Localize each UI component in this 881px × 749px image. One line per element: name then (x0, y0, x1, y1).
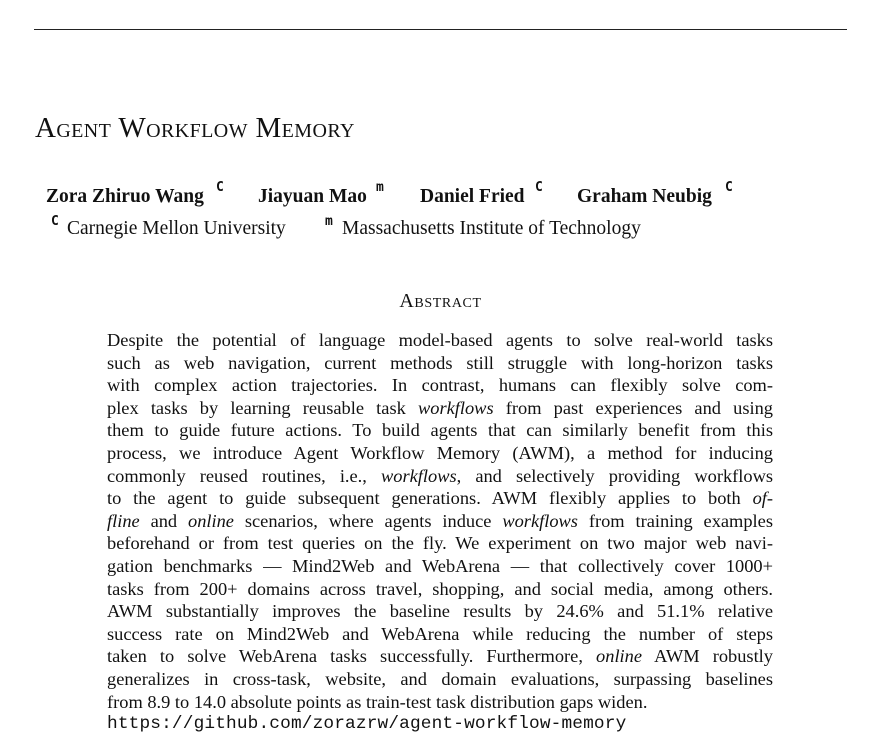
author-name: Graham Neubig (577, 186, 712, 207)
abstract-line: fline and online scenarios, where agents induce workflows from training examples (107, 510, 773, 531)
affiliation-symbol: C (725, 180, 733, 195)
abstract-line: generalizes in cross-task, website, and domain evaluations, surpassing baselines (107, 668, 773, 689)
abstract-line: commonly reused routines, i.e., workflows, and selectively providing workflows (107, 465, 774, 486)
abstract-line: plex tasks by learning reusable task workflows from past experiences and using (107, 397, 773, 418)
author-name: Jiayuan Mao (258, 186, 367, 207)
top-rule (34, 29, 847, 30)
affiliation-symbol: m (376, 180, 384, 195)
affiliation-symbol: m (325, 214, 333, 229)
abstract-line: to the agent to guide subsequent generations. AWM flexibly applies to both of- (107, 488, 773, 509)
abstract-line: with complex action trajectories. In contrast, humans can flexibly solve com- (107, 375, 773, 396)
abstract-line: success rate on Mind2Web and WebArena while reducing the number of steps (107, 623, 773, 644)
abstract-heading: Abstract (399, 290, 482, 312)
abstract-line: from 8.9 to 14.0 absolute points as train-test task distribution gaps widen. (107, 691, 648, 712)
paper-title: Agent Workflow Memory (35, 112, 355, 144)
affiliation-name: Carnegie Mellon University (67, 218, 286, 239)
affiliation-symbol: C (51, 214, 59, 229)
abstract-body (107, 329, 773, 736)
affiliation-symbol: C (216, 180, 224, 195)
abstract-line: tasks from 200+ domains across travel, shopping, and social media, among others. (107, 578, 773, 599)
author-name: Zora Zhiruo Wang (46, 186, 204, 207)
abstract-line: such as web navigation, current methods still struggle with long-horizon tasks (107, 352, 773, 373)
abstract-line: AWM substantially improves the baseline results by 24.6% and 51.1% relative (107, 601, 773, 622)
abstract-line: beforehand or from test queries on the fly. We experiment on two major web navi- (107, 533, 773, 554)
affiliation-symbol: C (535, 180, 543, 195)
author-name: Daniel Fried (420, 186, 525, 207)
abstract-line: gation benchmarks — Mind2Web and WebArena — that collectively cover 1000+ (107, 555, 773, 576)
abstract-line: taken to solve WebArena tasks successfully. Furthermore, online AWM robustly (107, 646, 773, 667)
abstract-line: them to guide future actions. To build agents that can similarly benefit from this (107, 420, 773, 441)
affiliation-name: Massachusetts Institute of Technology (342, 218, 641, 239)
code-link[interactable]: https://github.com/zorazrw/agent-workflow-memory (107, 714, 627, 735)
abstract-line: Despite the potential of language model-based agents to solve real-world tasks (107, 330, 773, 350)
abstract-line: process, we introduce Agent Workflow Memory (AWM), a method for inducing (107, 442, 773, 463)
